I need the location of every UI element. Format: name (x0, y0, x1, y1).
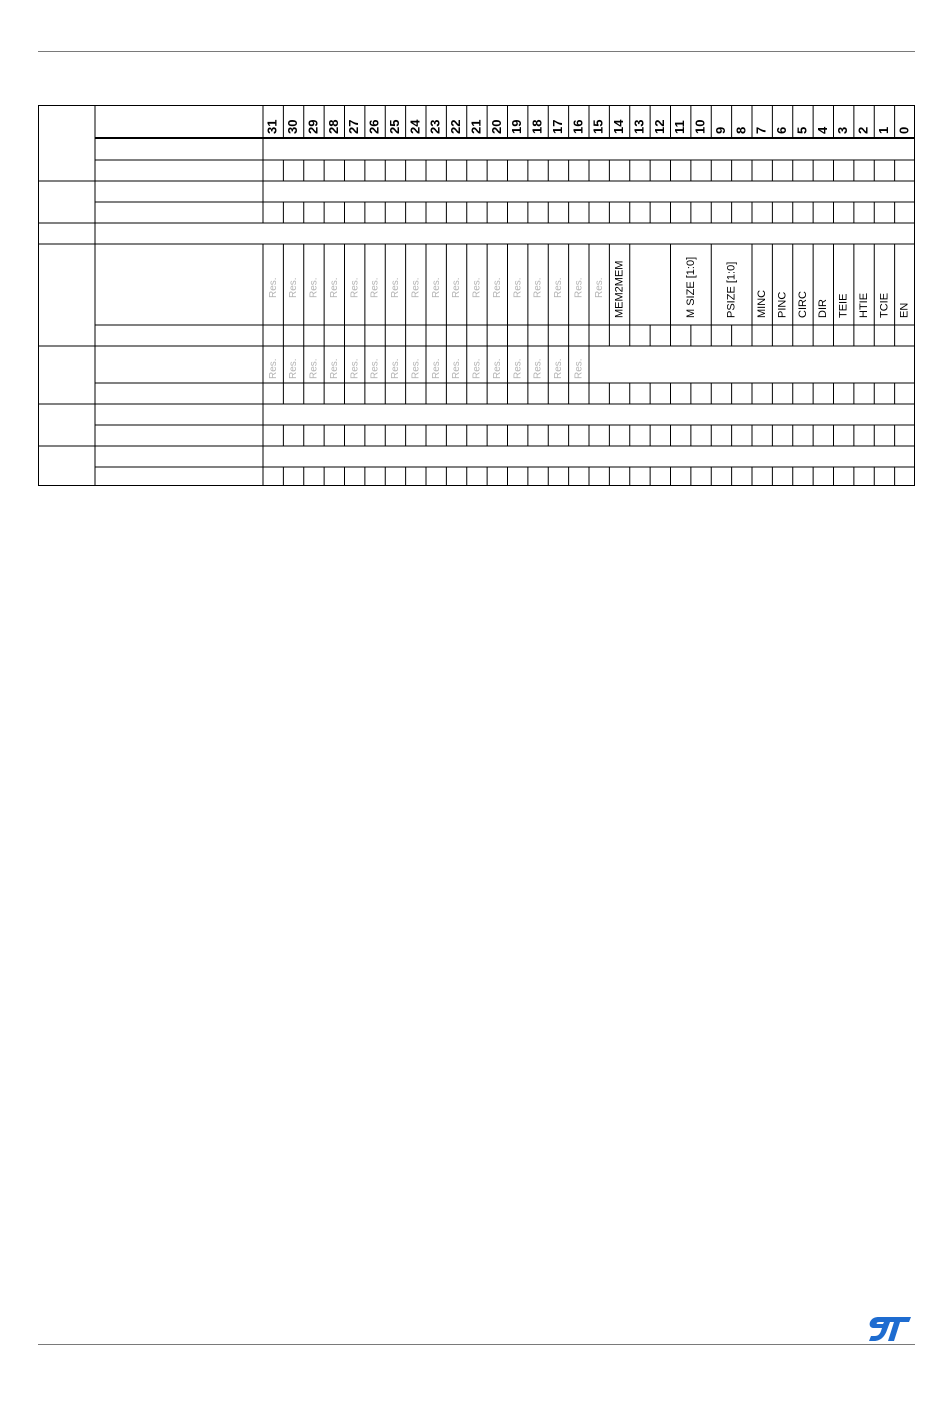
ccr-reserved-bit-24: Res. (410, 277, 422, 298)
bit-number-21: 21 (468, 119, 484, 134)
bit-number-18: 18 (529, 119, 545, 134)
bit-number-24: 24 (407, 119, 423, 134)
ccr-reserved-bit-23: Res. (430, 277, 442, 298)
footer-rule (38, 1344, 915, 1345)
ccr-field-minc: MINC (756, 289, 769, 318)
bit-number-22: 22 (448, 119, 463, 134)
bit-number-12: 12 (651, 119, 667, 134)
ccr-field-pinc: PINC (776, 291, 789, 318)
ccr-reserved-bit-17: Res. (553, 277, 565, 298)
bit-number-5: 5 (794, 126, 810, 134)
ccr-reserved-bit-20: Res. (491, 277, 503, 298)
cndtr-reserved-bit-28: Res. (328, 358, 340, 379)
cndtr-reserved-bit-17: Res. (553, 358, 565, 379)
bit-number-19: 19 (509, 119, 525, 134)
bit-number-16: 16 (570, 119, 586, 134)
bit-number-23: 23 (427, 119, 443, 134)
bit-number-6: 6 (774, 126, 789, 134)
cndtr-reserved-bit-16: Res. (573, 358, 585, 379)
bit-number-11: 11 (672, 120, 688, 134)
ccr-field-m-size-1-0-: M SIZE [1:0] (684, 256, 697, 318)
bit-number-17: 17 (549, 119, 565, 134)
cndtr-reserved-bit-25: Res. (390, 358, 402, 379)
ccr-reserved-bit-29: Res. (308, 277, 320, 298)
ccr-field-dir: DIR (817, 299, 830, 318)
st-logo-icon (868, 1316, 912, 1342)
ccr-field-psize-1-0-: PSIZE [1:0] (725, 261, 738, 318)
cndtr-reserved-bit-18: Res. (532, 358, 544, 379)
bit-number-28: 28 (325, 119, 341, 134)
bit-number-20: 20 (488, 119, 504, 134)
header-rule (38, 51, 915, 52)
cndtr-reserved-bit-27: Res. (349, 358, 361, 379)
bit-number-30: 30 (285, 119, 300, 134)
bit-number-3: 3 (835, 126, 851, 134)
ccr-reserved-bit-19: Res. (512, 277, 524, 298)
cndtr-reserved-bit-30: Res. (288, 358, 300, 379)
cndtr-reserved-bit-20: Res. (491, 358, 503, 379)
ccr-field-tcie: TCIE (878, 292, 891, 318)
ccr-reserved-bit-15: Res. (593, 277, 605, 298)
cndtr-reserved-bit-24: Res. (410, 358, 422, 379)
register-map-table (38, 105, 915, 486)
bit-number-9: 9 (712, 126, 728, 134)
bit-number-25: 25 (386, 119, 402, 134)
bit-number-31: 31 (264, 119, 280, 134)
bit-number-14: 14 (611, 119, 626, 134)
cndtr-reserved-bit-21: Res. (471, 358, 483, 379)
bit-number-4: 4 (814, 126, 830, 134)
bit-number-10: 10 (692, 119, 708, 134)
ccr-reserved-bit-28: Res. (328, 277, 340, 298)
bit-number-0: 0 (896, 126, 912, 134)
ccr-field-en: EN (898, 302, 911, 318)
ccr-reserved-bit-22: Res. (451, 277, 463, 298)
bit-number-13: 13 (631, 119, 647, 134)
ccr-reserved-bit-27: Res. (349, 277, 361, 298)
bit-number-27: 27 (346, 119, 362, 134)
bit-number-2: 2 (855, 126, 871, 134)
cndtr-reserved-bit-22: Res. (451, 358, 463, 379)
cndtr-reserved-bit-31: Res. (267, 358, 279, 379)
ccr-reserved-bit-31: Res. (267, 277, 279, 298)
ccr-field-teie: TEIE (837, 293, 850, 318)
cndtr-reserved-bit-26: Res. (369, 358, 381, 379)
bit-number-1: 1 (875, 126, 891, 134)
ccr-field-circ: CIRC (796, 291, 809, 318)
ccr-reserved-bit-21: Res. (471, 277, 483, 298)
ccr-reserved-bit-30: Res. (288, 277, 300, 298)
ccr-reserved-bit-18: Res. (532, 277, 544, 298)
register-map-grid (38, 105, 915, 486)
ccr-reserved-bit-16: Res. (573, 277, 585, 298)
cndtr-reserved-bit-23: Res. (430, 358, 442, 379)
bit-number-15: 15 (590, 119, 606, 134)
ccr-field-htie: HTIE (857, 292, 870, 318)
bit-number-26: 26 (366, 119, 382, 134)
ccr-reserved-bit-26: Res. (369, 277, 381, 298)
ccr-field-mem2mem: MEM2MEM (613, 260, 626, 318)
cndtr-reserved-bit-29: Res. (308, 358, 320, 379)
bit-number-8: 8 (733, 126, 749, 134)
bit-number-7: 7 (753, 126, 769, 134)
cndtr-reserved-bit-19: Res. (512, 358, 524, 379)
bit-number-29: 29 (305, 119, 321, 134)
ccr-reserved-bit-25: Res. (390, 277, 402, 298)
